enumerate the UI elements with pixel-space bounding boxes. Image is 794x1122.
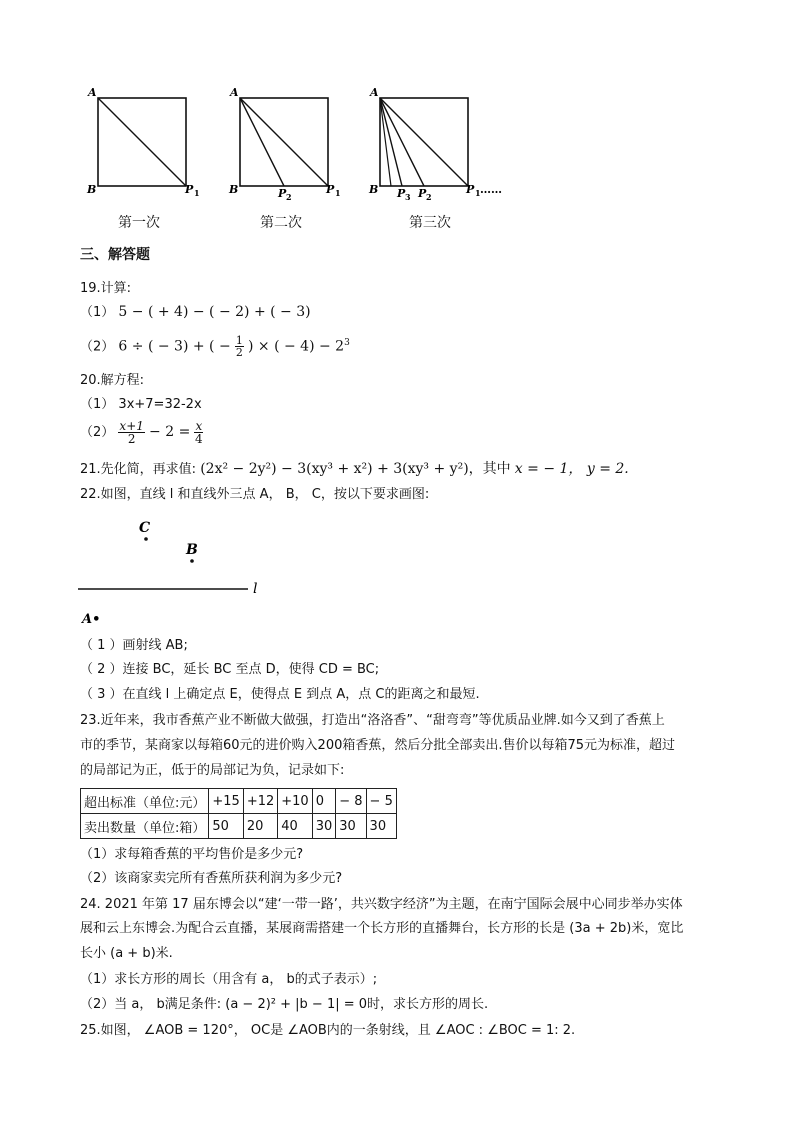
q20-frac2-den: 4 (195, 432, 203, 446)
q20-part1-expr: 3x+7=32-2x (118, 397, 202, 412)
label-P1-sub-2: 1 (335, 188, 341, 198)
q20-frac2-num: x (195, 419, 203, 433)
q20-part2-tag: （2） (80, 425, 115, 440)
table-cell: − 5 (366, 789, 396, 814)
q19-fraction (235, 335, 244, 358)
q19-head: 19.计算: (80, 281, 132, 296)
label-B-3: B (369, 183, 379, 196)
label-P3-sub-3: 3 (405, 192, 411, 202)
point-B-label: B (186, 542, 198, 558)
section-title: 三、解答题 (80, 247, 150, 263)
table-cell: +10 (278, 789, 312, 814)
table-cell: 30 (366, 814, 396, 839)
label-A-1: A (88, 86, 97, 99)
label-P1-sub-3: 1 (475, 188, 481, 198)
q23-line-3: 的局部记为正，低于的局部记为负，记录如下: (80, 763, 345, 778)
point-C-label: C (139, 520, 151, 536)
q23-ask-1: （1）求每箱香蕉的平均售价是多少元? (80, 847, 304, 862)
label-P2-2: P (278, 187, 287, 200)
square-figures (80, 80, 520, 210)
q25-text: 25.如图， ∠AOB = 120°， OC是 ∠AOB内的一条射线，且 ∠AOC : ∠BOC = 1: 2. (80, 1023, 576, 1038)
figure-1 (86, 86, 200, 198)
q20-head: 20.解方程: (80, 373, 145, 388)
table-cell: +15 (209, 789, 243, 814)
q24-line-1: 24. 2021 年第 17 届东博会以“建‘一带一路’，共兴数字经济”为主题，在南宁国际会展中心同步举办实体 (80, 897, 683, 912)
q20-part1 (80, 396, 202, 414)
q22-item-2: （ 2 ）连接 BC，延长 BC 至点 D，使得 CD = BC; (80, 662, 380, 677)
label-P1-sub-1: 1 (194, 188, 200, 198)
q19-part2-expr-a: 6 ÷ ( − 3) + ( − (118, 338, 231, 355)
q22-item-3: （ 3 ）在直线 l 上确定点 E，使得点 E 到点 A，点 C的距离之和最短. (80, 687, 480, 702)
label-B-2: B (229, 183, 239, 196)
figure-2 (228, 86, 341, 202)
q20-part1-tag: （1） (80, 397, 115, 412)
line-l-label: l (253, 581, 258, 597)
q24-line-2: 展和云上东博会.为配合云直播，某展商需搭建一个长方形的直播舞台，长方形的长是 (3a + 2b)米，宽比 (80, 921, 684, 936)
table-row (81, 814, 397, 839)
q23-table (80, 788, 397, 839)
table-cell: 卖出数量（单位:箱） (81, 814, 209, 839)
table-cell: − 8 (336, 789, 366, 814)
q19-part2 (80, 334, 350, 360)
q21-text: 21.先化简，再求值: (80, 462, 197, 477)
q20-frac1-den: 2 (127, 432, 136, 446)
q19-part1-tag: （1） (80, 305, 115, 320)
q19-part2-expr-b: ) × ( − 4) − 2 (247, 338, 345, 355)
q19-part1 (80, 303, 311, 322)
q20-part2 (80, 420, 203, 450)
q21 (80, 460, 629, 479)
q22-text: 22.如图，直线 l 和直线外三点 A， B， C，按以下要求画图: (80, 487, 430, 502)
q19-frac-num: 1 (235, 334, 243, 348)
q23-line-2: 市的季节，某商家以每箱60元的进价购入200箱香蕉，然后分批全部卖出.售价以每箱75元为标准，超过 (80, 738, 676, 753)
table-cell: +12 (243, 789, 277, 814)
table-row (81, 789, 397, 814)
q20-frac1-num: x+1 (119, 419, 144, 433)
point-A-label: A• (82, 612, 101, 627)
q22-figure (76, 512, 276, 630)
q23-line-1: 23.近年来，我市香蕉产业不断做大做强，打造出“洛洛香”、“甜弯弯”等优质品业牌.如今又到了香蕉上 (80, 713, 665, 728)
q20-fraction-1 (118, 420, 144, 445)
point-C (144, 537, 148, 541)
label-P2-sub-3: 2 (426, 192, 432, 202)
label-P1-3: P (466, 183, 475, 196)
q24-ask-1: （1）求长方形的周长（用含有 a， b的式子表示）; (80, 972, 378, 987)
q23-ask-2: （2）该商家卖完所有香蕉所获利润为多少元? (80, 871, 343, 886)
label-P1-2: P (326, 183, 335, 196)
table-cell: 30 (312, 814, 336, 839)
table-cell: 20 (243, 814, 277, 839)
label-P1-1: P (185, 183, 194, 196)
table-cell: 50 (209, 814, 243, 839)
label-dots-3: …… (480, 183, 502, 196)
label-A-2: A (230, 86, 239, 99)
q22-item-1: （ 1 ）画射线 AB; (80, 638, 188, 653)
q19-frac-den: 2 (235, 346, 243, 360)
table-cell: 30 (336, 814, 366, 839)
q20-fraction-2 (194, 420, 203, 445)
q19-exponent: 3 (344, 338, 350, 348)
caption-2: 第二次 (260, 215, 302, 231)
label-P2-sub-2: 2 (286, 192, 292, 202)
table-cell: 40 (278, 814, 312, 839)
caption-1: 第一次 (118, 215, 160, 231)
label-P3-3: P (397, 187, 406, 200)
table-cell: 0 (312, 789, 336, 814)
label-A-3: A (370, 86, 379, 99)
caption-3: 第三次 (409, 215, 451, 231)
label-B-1: B (87, 183, 97, 196)
q24-ask-2: （2）当 a， b满足条件: (a − 2)² + |b − 1| = 0时，求长方形的周长. (80, 997, 489, 1012)
q19-part1-expr: 5 − ( + 4) − ( − 2) + ( − 3) (118, 304, 311, 320)
q19-part2-tag: （2） (80, 339, 115, 355)
table-cell: 超出标准（单位:元） (81, 789, 209, 814)
q24-line-3: 长小 (a + b)米. (80, 946, 173, 961)
label-P2-3: P (418, 187, 427, 200)
q21-expr: (2x² − 2y²) − 3(xy³ + x²) + 3(xy³ + y²)，其中 (200, 461, 511, 477)
q20-part2-mid: − 2 = (149, 424, 191, 440)
figure-3 (368, 86, 502, 202)
q21-cond: x = − 1， y = 2. (514, 461, 629, 477)
point-B (190, 559, 194, 563)
